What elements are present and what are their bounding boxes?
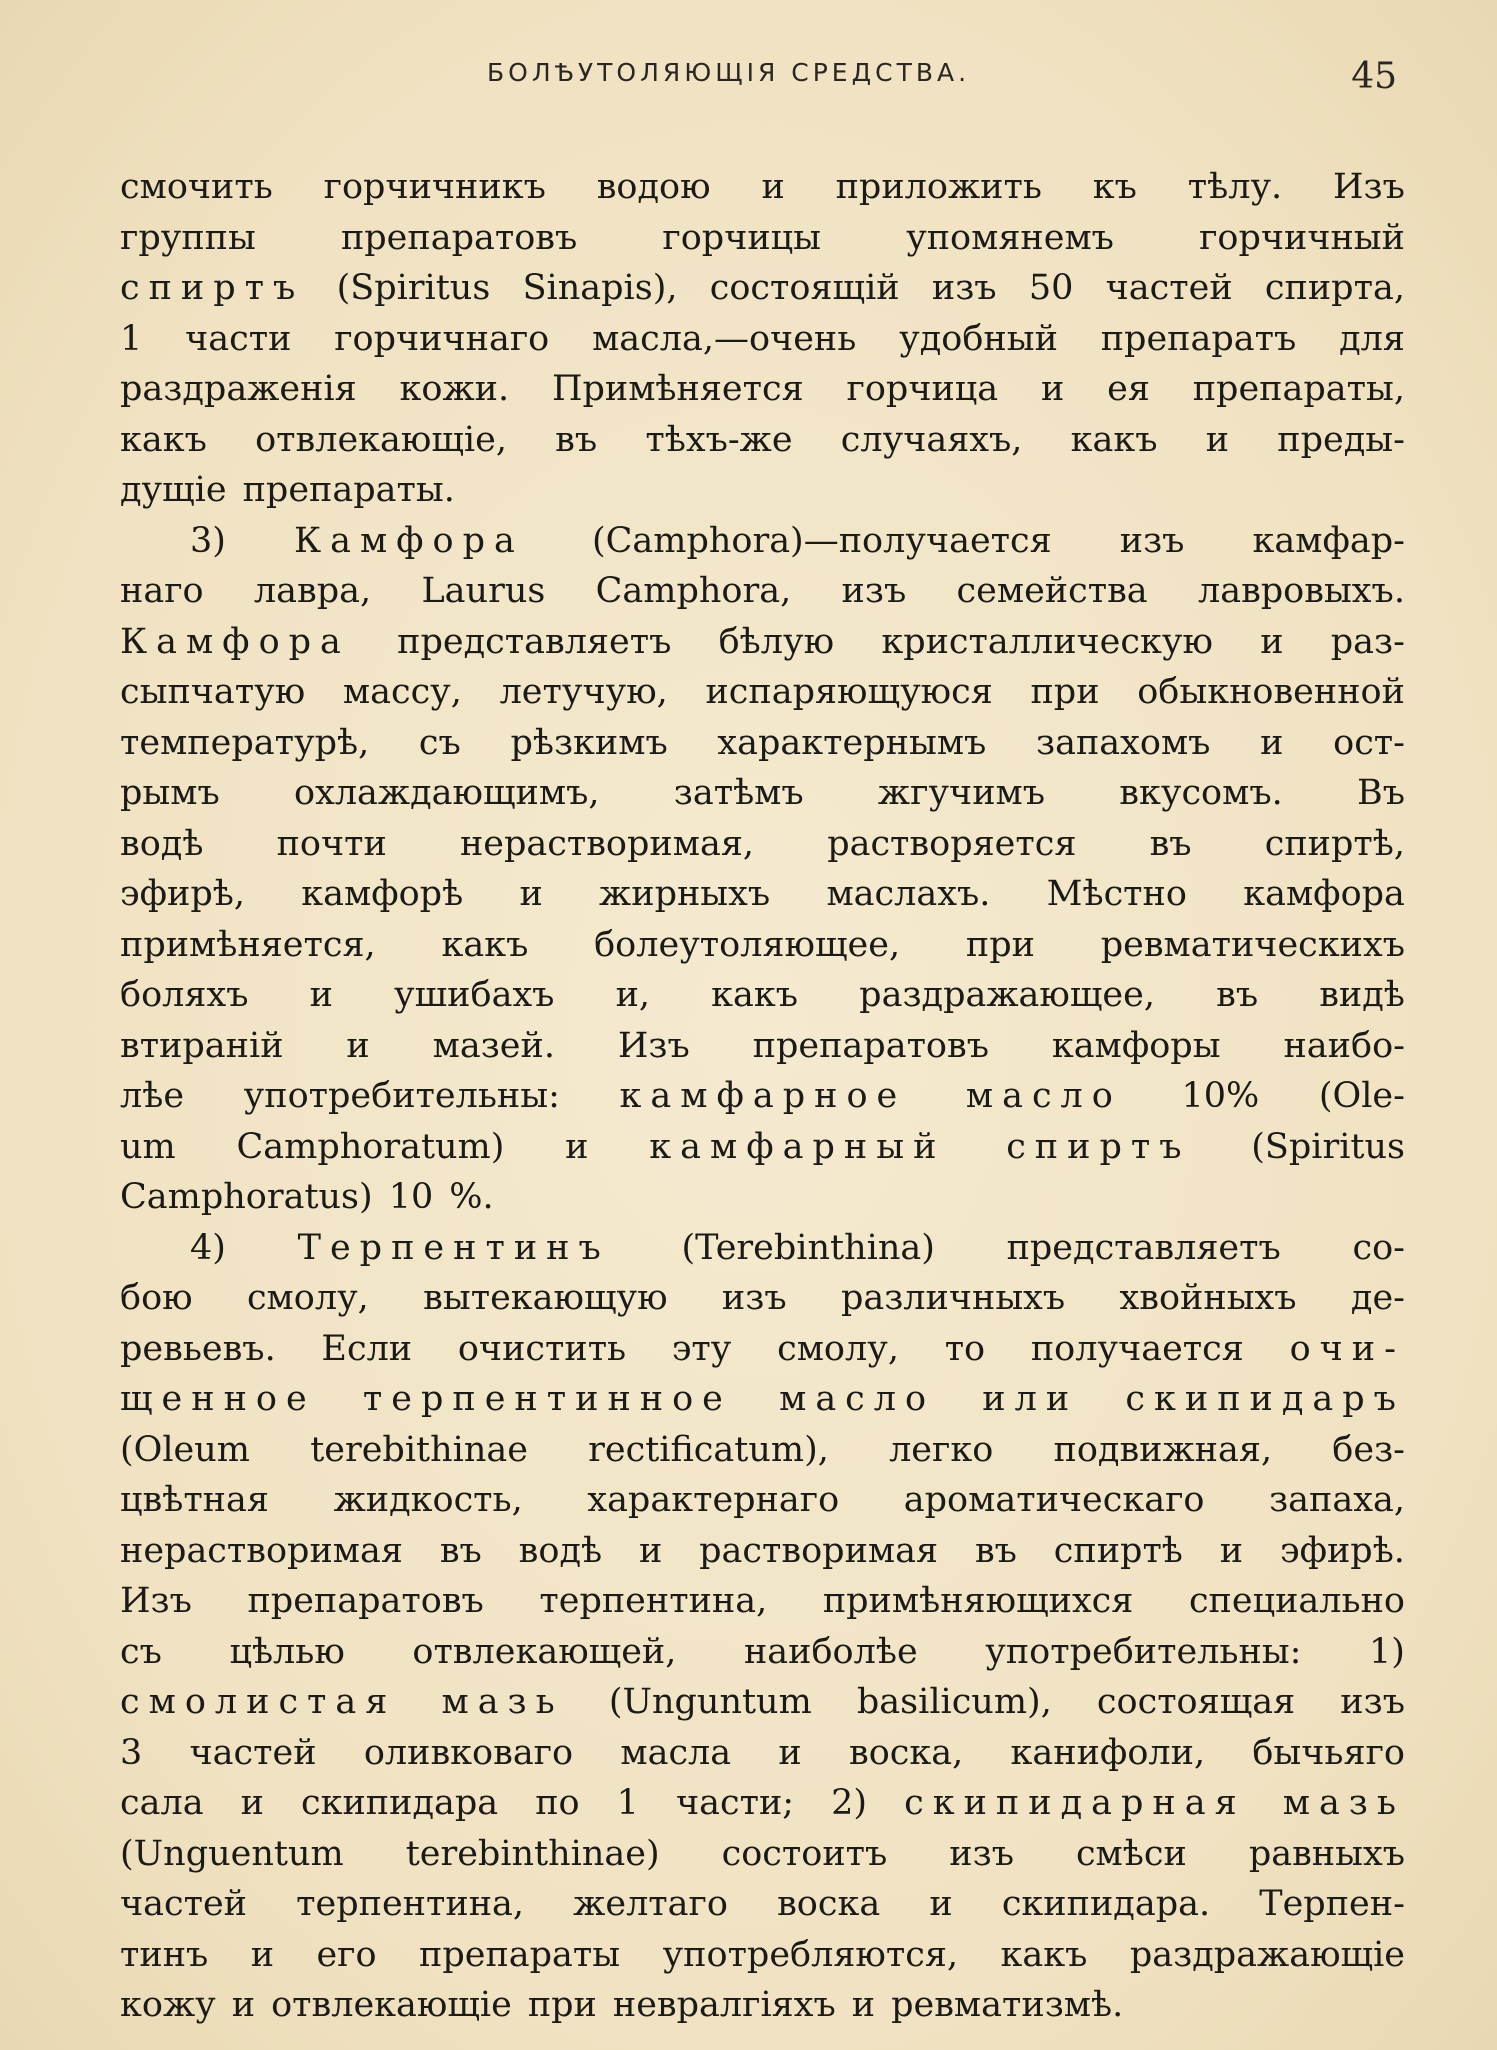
text-line xyxy=(120,819,1405,870)
text-line xyxy=(120,213,1405,264)
text-line xyxy=(120,1627,1405,1678)
word: терпентина, xyxy=(296,1884,525,1924)
word: раз- xyxy=(1330,621,1405,662)
text-line xyxy=(120,1021,1405,1072)
word: частей xyxy=(1105,268,1233,308)
word: Если xyxy=(321,1328,413,1369)
word: спирта, xyxy=(1264,268,1405,308)
word: сала xyxy=(120,1783,204,1823)
text-line xyxy=(120,1728,1405,1779)
word: эту xyxy=(671,1328,732,1369)
text-line xyxy=(120,617,1405,668)
word: бычьяго xyxy=(1252,1732,1405,1773)
word: при xyxy=(527,1985,597,2025)
word: вкусомъ. xyxy=(1119,773,1283,813)
word: состоящая xyxy=(1096,1682,1296,1722)
word: Камфора xyxy=(293,520,524,561)
word: мазь xyxy=(441,1682,564,1722)
word: мазей. xyxy=(432,1025,555,1066)
word: и xyxy=(1219,1530,1244,1571)
word: 4) xyxy=(190,1227,226,1268)
word: и xyxy=(761,167,785,207)
word: тѣхъ-же xyxy=(645,419,793,460)
word: препаратовъ xyxy=(247,1581,484,1621)
word: упомянемъ xyxy=(906,217,1114,258)
text-line xyxy=(120,516,1405,567)
word: тѣлу. xyxy=(1187,167,1283,207)
word: горчицы xyxy=(662,217,822,258)
word: примѣняющихся xyxy=(822,1581,1134,1621)
word: удобный xyxy=(899,318,1058,359)
word: масло xyxy=(779,1379,936,1419)
word: %. xyxy=(449,1177,494,1217)
word: въ xyxy=(439,1530,482,1571)
word: очи- xyxy=(1289,1328,1405,1369)
word: запахомъ xyxy=(1036,722,1211,763)
word: Camphora, xyxy=(595,571,792,611)
text-line xyxy=(120,1980,1405,2031)
word: Laurus xyxy=(421,571,546,611)
word: его xyxy=(316,1934,377,1975)
word: кристаллическую xyxy=(881,621,1213,662)
word: горчица xyxy=(846,369,999,409)
word: при xyxy=(1030,672,1100,712)
word: нерастворимая, xyxy=(459,823,755,864)
word: воска, xyxy=(849,1732,964,1773)
word: мазь xyxy=(1282,1783,1405,1823)
word: со- xyxy=(1352,1227,1405,1268)
word: почти xyxy=(276,823,387,864)
word: (Ole- xyxy=(1318,1076,1405,1116)
word: и xyxy=(309,975,333,1015)
word: Камфора xyxy=(120,621,350,662)
word: боляхъ xyxy=(120,975,249,1015)
word: цѣлью xyxy=(229,1631,345,1672)
word: 10 xyxy=(388,1177,434,1217)
word: скипидаръ xyxy=(1125,1379,1405,1419)
word: примѣняется, xyxy=(120,924,376,965)
word: и xyxy=(638,1530,663,1571)
word: по xyxy=(535,1783,580,1823)
text-line xyxy=(120,1122,1405,1173)
word: препаратовъ xyxy=(340,217,578,258)
word: basilicum), xyxy=(856,1682,1052,1722)
word: 3 xyxy=(120,1732,143,1773)
word: камфарный xyxy=(649,1126,946,1167)
word: 2) xyxy=(831,1783,868,1823)
word: канифоли, xyxy=(1010,1732,1206,1773)
word: 1 xyxy=(616,1783,639,1823)
word: характернаго xyxy=(587,1480,840,1520)
word: препаратъ xyxy=(1100,318,1297,359)
word: препараты. xyxy=(242,470,455,510)
word: желтаго xyxy=(573,1884,728,1924)
word: лѣе xyxy=(120,1076,185,1116)
word: смолу, xyxy=(246,1278,369,1318)
word: 1) xyxy=(1369,1631,1405,1672)
word: Примѣняется xyxy=(551,369,804,409)
text-line xyxy=(120,768,1405,819)
word: и xyxy=(250,1934,275,1975)
word: части; xyxy=(675,1783,795,1823)
word: терпентинное xyxy=(362,1379,732,1419)
word: при xyxy=(965,924,1035,965)
word: (Oleum xyxy=(120,1429,250,1470)
word: и xyxy=(1260,621,1284,662)
text-line xyxy=(120,1324,1405,1375)
word: и xyxy=(231,1985,256,2025)
running-title: БОЛѢУТОЛЯЮЩІЯ СРЕДСТВА. xyxy=(487,58,971,87)
word: Изъ xyxy=(617,1025,690,1066)
word: без- xyxy=(1332,1429,1405,1470)
text-line xyxy=(120,1829,1405,1880)
text-line xyxy=(120,263,1405,314)
word: какъ xyxy=(711,975,799,1015)
word: камфар- xyxy=(1252,520,1405,561)
word: кожу xyxy=(120,1985,216,2025)
word: и xyxy=(1040,369,1065,409)
word: раздраженія xyxy=(120,369,357,409)
word: ревматическихъ xyxy=(1100,924,1405,965)
word: скипидара xyxy=(301,1783,499,1823)
word: спиртъ xyxy=(1006,1126,1191,1167)
text-line xyxy=(120,364,1405,415)
word: ея xyxy=(1107,369,1150,409)
word: скипидарная xyxy=(904,1783,1246,1823)
word: камфора xyxy=(1243,874,1405,914)
text-line xyxy=(120,1172,1405,1223)
word: ревматизмѣ. xyxy=(891,1985,1124,2025)
word: втираній xyxy=(120,1025,284,1066)
word: подвижная, xyxy=(1053,1429,1273,1470)
word: видѣ xyxy=(1319,975,1405,1015)
word: жирныхъ xyxy=(599,874,771,914)
word: очистить xyxy=(457,1328,627,1369)
word: ароматическаго xyxy=(903,1480,1205,1520)
word: изъ xyxy=(949,1833,1014,1874)
word: Терпентинъ xyxy=(297,1227,610,1268)
word: спиртѣ xyxy=(1053,1530,1183,1571)
word: характернымъ xyxy=(717,722,987,763)
word: кожи. xyxy=(399,369,510,409)
word: смѣси xyxy=(1075,1833,1187,1874)
word: растворимая xyxy=(699,1530,939,1571)
word: препараты, xyxy=(1192,369,1405,409)
word: Sinapis), xyxy=(522,268,678,308)
word: цвѣтная xyxy=(120,1480,269,1520)
word: um xyxy=(120,1126,176,1167)
text-line xyxy=(120,1374,1405,1425)
word: водѣ xyxy=(518,1530,603,1571)
word: 3) xyxy=(190,520,226,561)
word: летучую, xyxy=(499,672,668,712)
body-text xyxy=(120,162,1405,2031)
text-line xyxy=(120,718,1405,769)
word: употребительны: xyxy=(243,1076,560,1116)
word: де- xyxy=(1350,1278,1405,1318)
word: (Terebinthina) xyxy=(681,1227,935,1268)
word: Изъ xyxy=(120,1581,192,1621)
text-line xyxy=(120,920,1405,971)
word: Camphoratus) xyxy=(120,1177,373,1217)
word: ревьевъ. xyxy=(120,1328,276,1369)
word: отвлекающіе xyxy=(271,1985,512,2025)
word: лавра, xyxy=(253,571,372,611)
word: невралгіяхъ xyxy=(612,1985,836,2025)
word: рѣзкимъ xyxy=(510,722,668,763)
word: Терпен- xyxy=(1259,1884,1405,1924)
page-number: 45 xyxy=(1351,56,1397,97)
text-line xyxy=(120,1526,1405,1577)
word: семейства xyxy=(956,571,1148,611)
word: испаряющуюся xyxy=(705,672,993,712)
word: (Unguntum xyxy=(608,1682,812,1722)
word: то xyxy=(944,1328,986,1369)
word: воска xyxy=(777,1884,881,1924)
word: маслахъ. xyxy=(826,874,991,914)
word: употребительны: xyxy=(985,1631,1302,1672)
text-line xyxy=(120,1930,1405,1981)
text-line xyxy=(120,566,1405,617)
text-line xyxy=(120,314,1405,365)
text-line xyxy=(120,970,1405,1021)
word: горчичникъ xyxy=(323,167,546,207)
word: terebithinae xyxy=(310,1429,528,1470)
word: части xyxy=(185,318,292,359)
word: 10% xyxy=(1181,1076,1260,1116)
word: и xyxy=(851,1985,876,2025)
word: бѣлую xyxy=(718,621,835,662)
word: жгучимъ xyxy=(877,773,1046,813)
word: терпентина, xyxy=(539,1581,768,1621)
word: Въ xyxy=(1356,773,1405,813)
word: какъ xyxy=(441,924,529,965)
word: какъ xyxy=(1070,419,1158,460)
word: и xyxy=(929,1884,953,1924)
text-line xyxy=(120,1576,1405,1627)
word: препараты xyxy=(419,1934,621,1975)
word: оливковаго xyxy=(363,1732,574,1773)
word: какъ xyxy=(1000,1934,1088,1975)
word: съ xyxy=(120,1631,162,1672)
word: ушибахъ xyxy=(394,975,555,1015)
word: группы xyxy=(120,217,256,258)
text-line xyxy=(120,162,1405,213)
word: дущіе xyxy=(120,470,227,510)
word: растворяется xyxy=(827,823,1077,864)
word: горчичный xyxy=(1199,217,1405,258)
word: спиртѣ, xyxy=(1264,823,1405,864)
word: состоитъ xyxy=(721,1833,888,1874)
word: Camphoratum) xyxy=(236,1126,505,1167)
word: и xyxy=(1260,722,1284,763)
text-line xyxy=(120,1677,1405,1728)
word: наибо- xyxy=(1283,1025,1405,1066)
word: состоящій xyxy=(709,268,900,308)
word: массу, xyxy=(342,672,462,712)
word: приложить xyxy=(835,167,1042,207)
word: специально xyxy=(1188,1581,1405,1621)
word: препаратовъ xyxy=(752,1025,989,1066)
word: камфарное xyxy=(619,1076,907,1116)
word: температурѣ, xyxy=(120,722,370,763)
word: употребляются, xyxy=(662,1934,959,1975)
word: эфирѣ. xyxy=(1279,1530,1405,1571)
word: различныхъ xyxy=(840,1278,1066,1318)
word: случаяхъ, xyxy=(840,419,1023,460)
word: (Camphora)—получается xyxy=(591,520,1052,561)
word: нерастворимая xyxy=(120,1530,403,1571)
word: затѣмъ xyxy=(673,773,804,813)
text-line xyxy=(120,1425,1405,1476)
text-line xyxy=(120,415,1405,466)
word: преды- xyxy=(1277,419,1405,460)
word: наго xyxy=(120,571,204,611)
word: изъ xyxy=(1340,1682,1405,1722)
word: жидкость, xyxy=(333,1480,523,1520)
word: горчичнаго xyxy=(334,318,550,359)
word: рымъ xyxy=(120,773,220,813)
text-line xyxy=(120,1475,1405,1526)
word: болеутоляющее, xyxy=(594,924,901,965)
word: и, xyxy=(615,975,651,1015)
text-line xyxy=(120,1223,1405,1274)
word: спиртъ xyxy=(120,268,305,308)
word: равныхъ xyxy=(1248,1833,1405,1874)
text-line xyxy=(120,1778,1405,1829)
word: Мѣстно xyxy=(1046,874,1187,914)
word: изъ xyxy=(841,571,907,611)
word: Изъ xyxy=(1333,167,1405,207)
word: обыкновенной xyxy=(1137,672,1405,712)
word: terebinthinae) xyxy=(405,1833,660,1874)
word: наиболѣе xyxy=(743,1631,918,1672)
text-line xyxy=(120,1071,1405,1122)
word: представляетъ xyxy=(397,621,672,662)
text-line xyxy=(120,667,1405,718)
word: тинъ xyxy=(120,1934,209,1975)
word: смолу, xyxy=(777,1328,899,1369)
word: ост- xyxy=(1333,722,1405,763)
word: и xyxy=(240,1783,264,1823)
word: отвлекающей, xyxy=(412,1631,677,1672)
word: въ xyxy=(974,1530,1017,1571)
word: и xyxy=(565,1126,589,1167)
word: и xyxy=(1205,419,1230,460)
word: эфирѣ, xyxy=(120,874,245,914)
word: какъ xyxy=(120,419,207,460)
word: въ xyxy=(1216,975,1259,1015)
word: смочить xyxy=(120,167,273,207)
word: сыпчатую xyxy=(120,672,306,712)
word: бою xyxy=(120,1278,193,1318)
word: камфоры xyxy=(1051,1025,1221,1066)
word: раздражающее, xyxy=(859,975,1155,1015)
text-line xyxy=(120,869,1405,920)
word: отвлекающіе, xyxy=(255,419,507,460)
word: 1 xyxy=(120,318,143,359)
word: въ xyxy=(1149,823,1192,864)
word: скипидара. xyxy=(1001,1884,1211,1924)
word: камфорѣ xyxy=(301,874,464,914)
word: для xyxy=(1339,318,1405,359)
word: легко xyxy=(889,1429,994,1470)
word: щенное xyxy=(120,1379,316,1419)
word: или xyxy=(982,1379,1079,1419)
word: въ xyxy=(555,419,598,460)
word: частей xyxy=(189,1732,317,1773)
word: лавровыхъ. xyxy=(1197,571,1405,611)
word: охлаждающимъ, xyxy=(294,773,600,813)
word: rectificatum), xyxy=(588,1429,829,1470)
word: запаха, xyxy=(1269,1480,1405,1520)
word: изъ xyxy=(1119,520,1185,561)
text-line xyxy=(120,465,1405,516)
word: частей xyxy=(120,1884,248,1924)
word: (Unguentum xyxy=(120,1833,344,1874)
word: и xyxy=(519,874,543,914)
word: водою xyxy=(596,167,711,207)
word: масла xyxy=(620,1732,732,1773)
word: изъ xyxy=(931,268,997,308)
word: изъ xyxy=(721,1278,787,1318)
word: представляетъ xyxy=(1006,1227,1281,1268)
word: получается xyxy=(1030,1328,1244,1369)
word: вытекающую xyxy=(423,1278,668,1318)
word: водѣ xyxy=(120,823,204,864)
word: масла,—очень xyxy=(592,318,857,359)
word: (Spiritus xyxy=(336,268,491,308)
word: (Spiritus xyxy=(1251,1126,1405,1167)
word: раздражающіе xyxy=(1129,1934,1405,1975)
word: смолистая xyxy=(120,1682,397,1722)
word: и xyxy=(346,1025,370,1066)
text-line xyxy=(120,1879,1405,1930)
word: хвойныхъ xyxy=(1119,1278,1297,1318)
word: и xyxy=(778,1732,802,1773)
word: 50 xyxy=(1028,268,1074,308)
word: къ xyxy=(1092,167,1137,207)
word: съ xyxy=(418,722,461,763)
text-line xyxy=(120,1273,1405,1324)
word: масло xyxy=(965,1076,1122,1116)
